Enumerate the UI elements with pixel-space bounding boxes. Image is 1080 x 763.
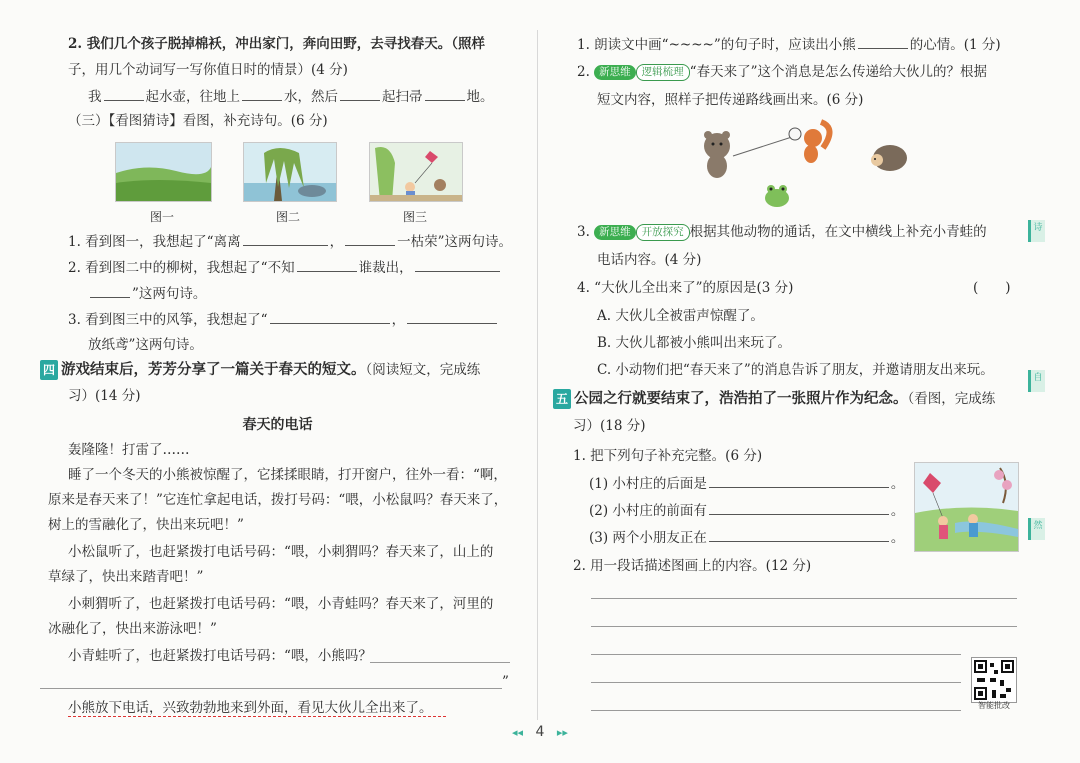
writing-line[interactable] [591, 598, 1017, 599]
qr-caption: 智能批改 [978, 701, 1010, 710]
story-line: 草绿了，快出来踏青吧！” [48, 569, 204, 585]
frog-answer-line[interactable] [370, 662, 510, 663]
blank[interactable] [340, 86, 380, 101]
side-tab[interactable]: 自 [1028, 370, 1045, 392]
writing-line[interactable] [591, 682, 961, 683]
hedgehog-icon [871, 145, 907, 171]
answer-paren[interactable]: ( ) [973, 280, 1011, 296]
section-5-heading: 五 公园之行就要结束了，浩浩拍了一张照片作为纪念。（看图，完成练 [553, 389, 995, 409]
story-line: 轰隆隆！打雷了…… [68, 442, 190, 458]
r-q3-line2: 电话内容。(4 分) [597, 252, 702, 268]
s1-item2: (2) 小村庄的前面有 。 [589, 500, 904, 521]
new-thinking-pill: 新思维 [594, 225, 636, 240]
blank[interactable] [90, 283, 130, 298]
story-line: 冰融化了，快出来游泳吧！” [48, 621, 217, 637]
village-picture [914, 462, 1019, 552]
story-line: 小青蛙听了，也赶紧拨打电话号码：“喂，小熊吗？ [68, 648, 372, 664]
page-footer [0, 724, 1080, 740]
r-q2: 2. 新思维 逻辑梳理 “春天来了”这个消息是怎么传递给大伙儿的？根据 [577, 64, 987, 80]
prev-page-icon[interactable]: ◂◂ [512, 726, 524, 739]
blank[interactable] [858, 34, 908, 49]
blank[interactable] [270, 309, 390, 324]
section-4-line2: 习）(14 分) [68, 388, 141, 404]
section-4-heading: 四 游戏结束后，芳芳分享了一篇关于春天的短文。（阅读短文，完成练 [40, 360, 480, 380]
option-b: B. 大伙儿都被小熊叫出来玩了。 [597, 335, 792, 351]
story-line: 小刺猬听了，也赶紧拨打电话号码：“喂，小青蛙吗？春天来了，河里的 [68, 596, 494, 612]
q2-line1: 2. 我们几个孩子脱掉棉袄，冲出家门，奔向田野，去寻找春天。（照样 [68, 36, 486, 52]
grassland-illustration [116, 143, 211, 201]
option-a: A. 大伙儿全被雷声惊醒了。 [597, 308, 764, 324]
story-close-quote: ” [502, 674, 509, 690]
poem-q2: 2. 看到图二中的柳树，我想起了“不知 谁裁出， [68, 257, 502, 278]
blank[interactable] [243, 231, 328, 246]
blank[interactable] [345, 231, 395, 246]
blank[interactable] [415, 257, 500, 272]
blank[interactable] [425, 86, 465, 101]
s1-item1: (1) 小村庄的后面是 。 [589, 473, 904, 494]
side-tab[interactable]: 然 [1028, 518, 1045, 540]
story-last-line: 小熊放下电话，兴致勃勃地来到外面，看见大伙儿全出来了。 [68, 700, 433, 716]
story-line: 小松鼠听了，也赶紧拨打电话号码：“喂，小刺猬吗？春天来了，山上的 [68, 544, 494, 560]
animal-route-diagram [695, 118, 925, 213]
r-q4: 4. “大伙儿全出来了”的原因是(3 分) [577, 280, 794, 296]
writing-line[interactable] [591, 626, 1017, 627]
q2-line2: 子，用几个动词写一写你值日时的情景）(4 分) [68, 62, 348, 78]
village-illustration [915, 463, 1018, 551]
part3-title: （三）【看图猜诗】看图，补充诗句。(6 分) [68, 113, 328, 129]
bear-icon [704, 131, 730, 178]
page-number: 4 [535, 724, 545, 740]
blank[interactable] [242, 86, 282, 101]
frog-icon [765, 185, 789, 207]
writing-line[interactable] [591, 710, 961, 711]
writing-line[interactable] [591, 654, 961, 655]
story-line: 树上的雪融化了，快出来玩吧！” [48, 517, 244, 533]
picture-2 [243, 142, 337, 202]
s2-title: 2. 用一段话描述图画上的内容。(12 分) [573, 558, 812, 574]
blank[interactable] [709, 473, 889, 488]
r-q2-line2: 短文内容，照样子把传递路线画出来。(6 分) [597, 92, 864, 108]
option-c: C. 小动物们把“春天来了”的消息告诉了朋友，并邀请朋友出来玩。 [597, 362, 994, 378]
willow-illustration [244, 143, 336, 201]
r-q1: 1. 朗读文中画“~~~~”的句子时，应读出小熊 的心情。(1 分) [577, 34, 1001, 55]
caption-3: 图三 [402, 210, 427, 224]
poem-q1: 1. 看到图一，我想起了“离离 ， 一枯荣”这两句诗。 [68, 231, 512, 252]
blank[interactable] [104, 86, 144, 101]
next-page-icon[interactable]: ▸▸ [556, 726, 568, 739]
side-tab[interactable]: 诗 [1028, 220, 1045, 242]
blank[interactable] [407, 309, 497, 324]
explore-pill: 开放探究 [636, 224, 690, 241]
underline-sentence [68, 716, 446, 717]
new-thinking-pill: 新思维 [594, 65, 636, 80]
blank[interactable] [709, 527, 889, 542]
caption-1: 图一 [149, 210, 174, 224]
logic-pill: 逻辑梳理 [636, 64, 690, 81]
story-line: 睡了一个冬天的小熊被惊醒了，它揉揉眼睛，打开窗户，往外一看：“啊， [68, 467, 507, 483]
story-line: 原来是春天来了！”它连忙拿起电话，拨打号码：“喂，小松鼠吗？春天来了， [48, 492, 508, 508]
caption-2: 图二 [275, 210, 300, 224]
blank[interactable] [297, 257, 357, 272]
blank[interactable] [709, 500, 889, 515]
squirrel-icon [789, 122, 830, 163]
poem-q2-cont: ”这两句诗。 [88, 283, 206, 304]
s1-item3: (3) 两个小朋友正在 。 [589, 527, 904, 548]
right-page [556, 0, 1025, 733]
qr-code[interactable] [971, 657, 1017, 703]
frog-answer-line-2[interactable] [40, 688, 502, 689]
picture-3 [369, 142, 463, 202]
poem-q3: 3. 看到图三中的风筝，我想起了“ ， [68, 309, 499, 330]
s1-title: 1. 把下列句子补充完整。(6 分) [573, 448, 763, 464]
poem-q3-cont: 放纸鸢”这两句诗。 [88, 337, 203, 353]
kite-illustration [370, 143, 462, 201]
section-5-tag: 五 [553, 389, 571, 409]
r-q3: 3. 新思维 开放探究 根据其他动物的通话，在文中横线上补充小青蛙的 [577, 224, 987, 240]
page-gutter [537, 30, 538, 720]
q2-fill: 我 起水壶，往地上 水，然后 起扫帚 地。 [88, 86, 494, 107]
picture-1 [115, 142, 212, 202]
section-4-tag: 四 [40, 360, 58, 380]
section-5-line2: 习）(18 分) [573, 418, 646, 434]
qr-code-icon [972, 658, 1016, 702]
left-page [40, 0, 515, 733]
story-title: 春天的电话 [242, 417, 313, 433]
